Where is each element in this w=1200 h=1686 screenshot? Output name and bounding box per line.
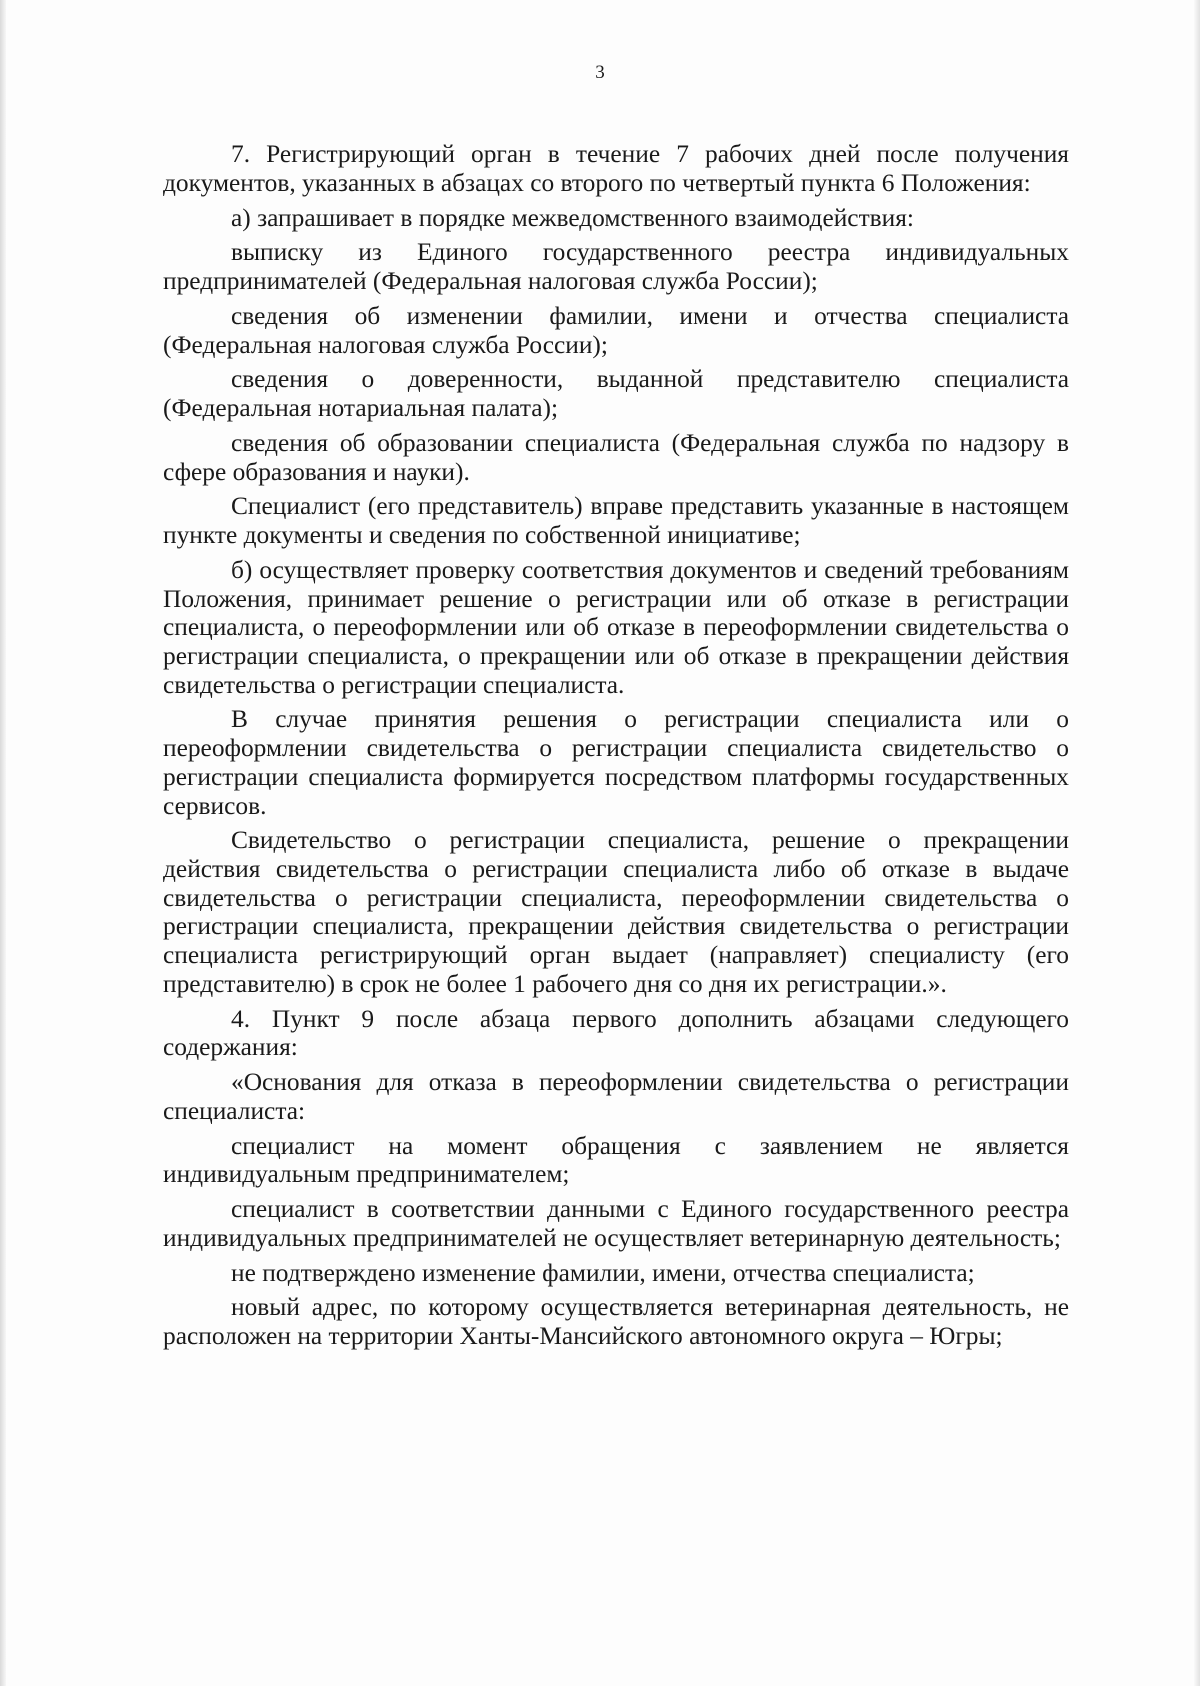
paragraph-power-of-attorney: сведения о доверенности, выданной представителю специалиста (Федеральная нотариальная палата); [163, 365, 1069, 422]
paragraph-education: сведения об образовании специалиста (Федеральная служба по надзору в сфере образования и науки). [163, 428, 1069, 486]
paragraph-own-initiative: Специалист (его представитель) вправе представить указанные в настоящем пункте документы и сведения по собственной инициативе; [163, 492, 1069, 549]
paragraph-not-entrepreneur: специалист на момент обращения с заявлением не является индивидуальным предпринимателем; [163, 1131, 1069, 1189]
page-number: 3 [595, 62, 605, 83]
document-body [163, 140, 1069, 1357]
paragraph-item-7: 7. Регистрирующий орган в течение 7 рабочих дней после получения документов, указанных в абзацах со второго по четвертый пункта 6 Положения: [163, 140, 1069, 197]
paragraph-name-not-confirmed: не подтверждено изменение фамилии, имени, отчества специалиста; [231, 1258, 975, 1287]
paragraph-item-4: 4. Пункт 9 после абзаца первого дополнить абзацами следующего содержания: [163, 1004, 1069, 1062]
paragraph-refusal-grounds: «Основания для отказа в переоформлении свидетельства о регистрации специалиста: [163, 1068, 1069, 1125]
paragraph-certificate-formed: В случае принятия решения о регистрации специалиста или о переоформлении свидетельства о регистрации специалиста свидетельство о регистрации специалиста формируется посредством платформы государственных сервисов. [163, 705, 1069, 820]
paragraph-subitem-b: б) осуществляет проверку соответствия документов и сведений требованиям Положения, принимает решение о регистрации или об отказе в регистрации специалиста, о переоформлении или об отказе в переоформлении свидетельства о регистрации специалиста, о прекращении или об отказе в прекращении действия свидетельства о регистрации специалиста. [163, 555, 1069, 699]
paragraph-egrip-extract: выписку из Единого государственного реестра индивидуальных предпринимателей (Федеральная налоговая служба России); [163, 238, 1069, 295]
paragraph-certificate-issued: Свидетельство о регистрации специалиста, решение о прекращении действия свидетельства о регистрации специалиста либо об отказе в выдаче свидетельства о регистрации специалиста, переоформлении свидетельства о регистрации специалиста, прекращении действия свидетельства о регистрации специалиста регистрирующий орган выдает (направляет) специалисту (его представителю) в срок не более 1 рабочего дня со дня их регистрации.». [163, 826, 1069, 998]
paragraph-address-outside: новый адрес, по которому осуществляется ветеринарная деятельность, не расположен на территории Ханты-Мансийского автономного округа – Югры; [163, 1293, 1069, 1351]
paragraph-no-vet-activity: специалист в соответствии данными с Единого государственного реестра индивидуальных предпринимателей не осуществляет ветеринарную деятельность; [163, 1195, 1069, 1252]
scan-edge-left [0, 0, 6, 1686]
paragraph-subitem-a: а) запрашивает в порядке межведомственного взаимодействия: [231, 203, 914, 232]
paragraph-name-change: сведения об изменении фамилии, имени и отчества специалиста (Федеральная налоговая служба России); [163, 301, 1069, 359]
scan-edge-right [1194, 0, 1200, 1686]
